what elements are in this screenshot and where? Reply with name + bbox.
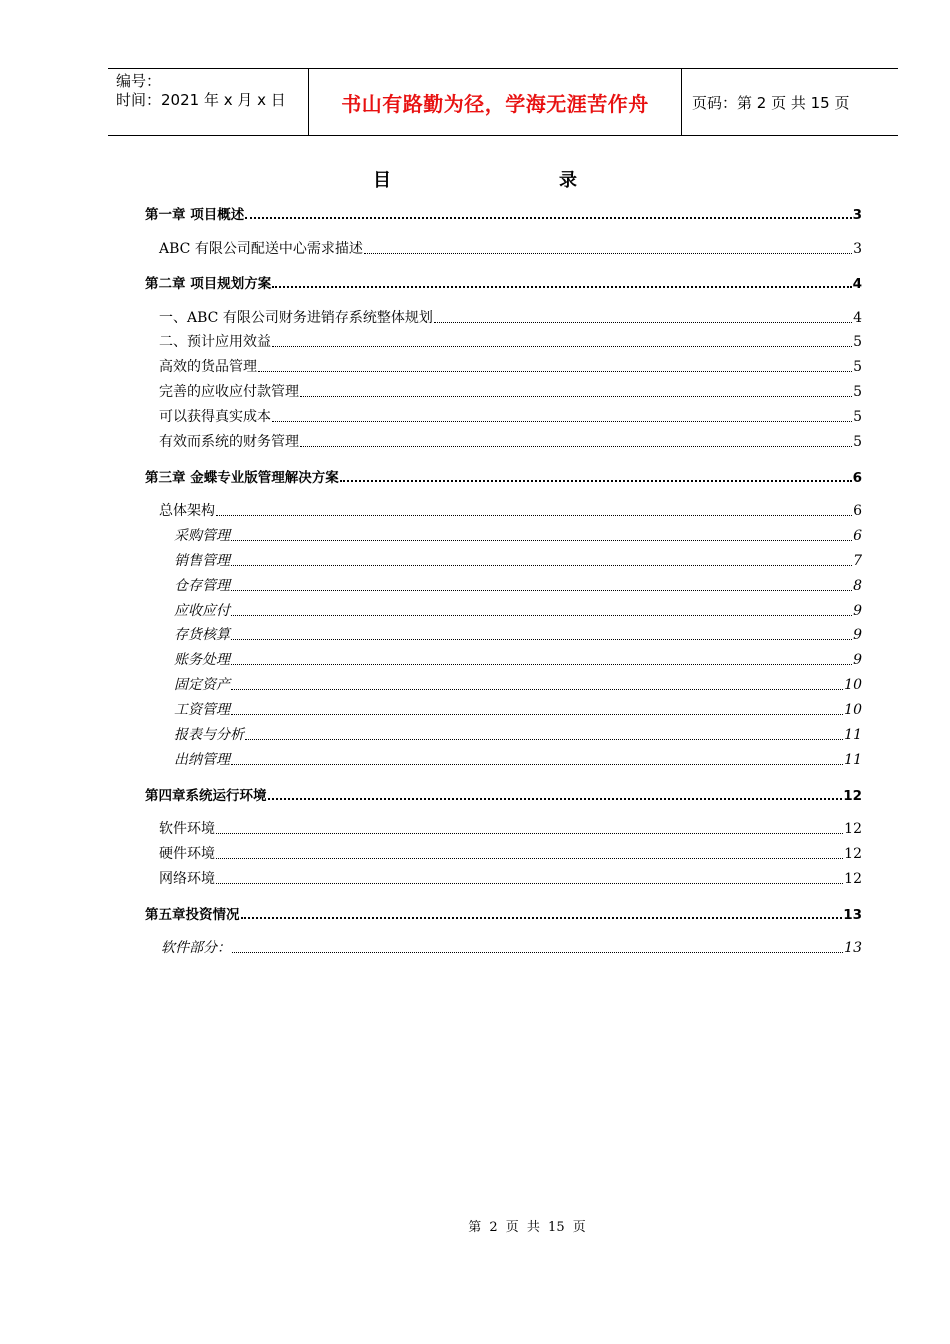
leader-dots [434,322,852,323]
leader-dots [231,615,852,616]
toc-entry[interactable] [159,331,862,351]
toc-entry[interactable] [174,550,862,570]
toc-entry-page: 7 [853,553,862,569]
toc-entry[interactable] [161,937,862,957]
toc-entry[interactable] [159,431,862,451]
toc-entry-page: 3 [852,207,862,223]
toc-entry-page: 5 [853,334,862,350]
toc-entry[interactable] [174,525,862,545]
toc-entry[interactable] [174,674,862,694]
toc-entry[interactable] [174,749,862,769]
toc-entry-text: 仓存管理 [174,578,230,594]
leader-dots [258,371,852,372]
toc-entry-text: 第四章系统运行环境 [145,788,267,804]
toc-entry-text: 固定资产 [174,677,230,693]
toc-entry[interactable] [145,466,862,486]
leader-dots [241,917,843,919]
toc-entry-text: 硬件环境 [159,846,215,862]
toc-entry-page: 3 [853,241,862,257]
toc-entry-page: 13 [844,940,862,956]
toc-entry[interactable] [145,903,862,923]
leader-dots [300,446,852,447]
toc-entry-text: 高效的货品管理 [159,359,257,375]
leader-dots [216,515,852,516]
toc-entry-text: 报表与分析 [174,727,244,743]
toc-entry-page: 9 [853,603,862,619]
toc-entry-page: 4 [852,276,862,292]
toc-entry-page: 13 [843,907,862,923]
toc-entry-text: 存货核算 [174,627,230,643]
number-label: 编号： [116,72,162,90]
page-header [108,68,898,136]
toc-entry[interactable] [145,203,862,223]
leader-dots [340,480,852,482]
toc-entry-page: 11 [844,752,862,768]
toc-entry-text: 二、预计应用效益 [159,334,271,350]
toc-entry[interactable] [159,356,862,376]
toc-entry-page: 6 [852,470,862,486]
toc-entry-page: 12 [844,846,862,862]
time-label: 时间：2021 年 x 月 x 日 [116,91,286,109]
toc-entry[interactable] [159,843,862,863]
toc-entry[interactable] [174,600,862,620]
page-footer: 第 2 页 共 15 页 [468,1220,586,1235]
toc-entry-page: 12 [844,871,862,887]
toc-entry[interactable] [174,649,862,669]
toc-entry-page: 12 [843,788,862,804]
leader-dots [364,253,852,254]
toc-title-left: 目 [373,170,391,191]
leader-dots [245,217,851,219]
toc-entry-text: 应收应付 [174,603,230,619]
leader-dots [272,286,851,288]
toc-entry-text: 第一章 项目概述 [145,207,245,223]
toc-entry-page: 8 [853,578,862,594]
toc-entry-text: 销售管理 [174,553,230,569]
leader-dots [300,396,852,397]
toc-entry[interactable] [159,406,862,426]
leader-dots [231,639,852,640]
leader-dots [268,798,843,800]
header-page-info: 页码：第 2 页 共 15 页 [692,93,850,112]
leader-dots [231,689,843,690]
toc-entry-page: 5 [853,434,862,450]
leader-dots [216,883,843,884]
toc-entry-text: 软件环境 [159,821,215,837]
toc-title [0,166,950,192]
toc-entry[interactable] [159,381,862,401]
toc-entry[interactable] [159,868,862,888]
toc-entry-page: 6 [853,528,862,544]
toc-entry-text: ABC 有限公司配送中心需求描述 [159,241,363,257]
toc-entry-text: 第五章投资情况 [145,907,240,923]
header-meta [108,69,309,135]
leader-dots [232,952,843,953]
toc-entry[interactable] [145,784,862,804]
leader-dots [231,565,852,566]
toc-entry-page: 12 [844,821,862,837]
toc-entry-page: 5 [853,384,862,400]
toc-entry[interactable] [145,272,862,292]
toc-entry-text: 网络环境 [159,871,215,887]
toc-entry-text: 可以获得真实成本 [159,409,271,425]
leader-dots [245,739,843,740]
toc-entry[interactable] [159,500,862,520]
leader-dots [272,421,852,422]
toc-entry-text: 一、ABC 有限公司财务进销存系统整体规划 [159,310,433,326]
toc-entry[interactable] [159,818,862,838]
toc-entry-text: 工资管理 [174,702,230,718]
leader-dots [231,664,852,665]
leader-dots [216,833,843,834]
toc-entry-text: 第二章 项目规划方案 [145,276,272,292]
leader-dots [272,346,852,347]
toc-entry[interactable] [174,575,862,595]
toc-entry[interactable] [159,307,862,327]
toc-entry-text: 有效而系统的财务管理 [159,434,299,450]
toc-entry-text: 第三章 金蝶专业版管理解决方案 [145,470,339,486]
toc-entry-page: 11 [844,727,862,743]
header-motto: 书山有路勤为径，学海无涯苦作舟 [309,69,682,135]
toc-entry-text: 软件部分： [161,940,231,956]
toc-entry[interactable] [174,699,862,719]
toc-entry-text: 账务处理 [174,652,230,668]
leader-dots [231,714,843,715]
toc-entry[interactable] [159,238,862,258]
toc-entry-page: 5 [853,359,862,375]
toc-entry[interactable] [174,724,862,744]
toc-entry-text: 总体架构 [159,503,215,519]
toc-entry-page: 5 [853,409,862,425]
leader-dots [231,590,852,591]
toc-entry-page: 9 [853,627,862,643]
toc-title-right: 录 [559,170,577,191]
toc-entry-page: 4 [853,310,862,326]
leader-dots [231,540,852,541]
toc-entry-page: 6 [853,503,862,519]
leader-dots [216,858,843,859]
toc-entry-page: 10 [844,677,862,693]
toc-entry-text: 完善的应收应付款管理 [159,384,299,400]
toc-entry-page: 9 [853,652,862,668]
toc-entry-page: 10 [844,702,862,718]
leader-dots [231,764,843,765]
toc-entry-text: 采购管理 [174,528,230,544]
toc-entry-text: 出纳管理 [174,752,230,768]
toc-entry[interactable] [174,624,862,644]
